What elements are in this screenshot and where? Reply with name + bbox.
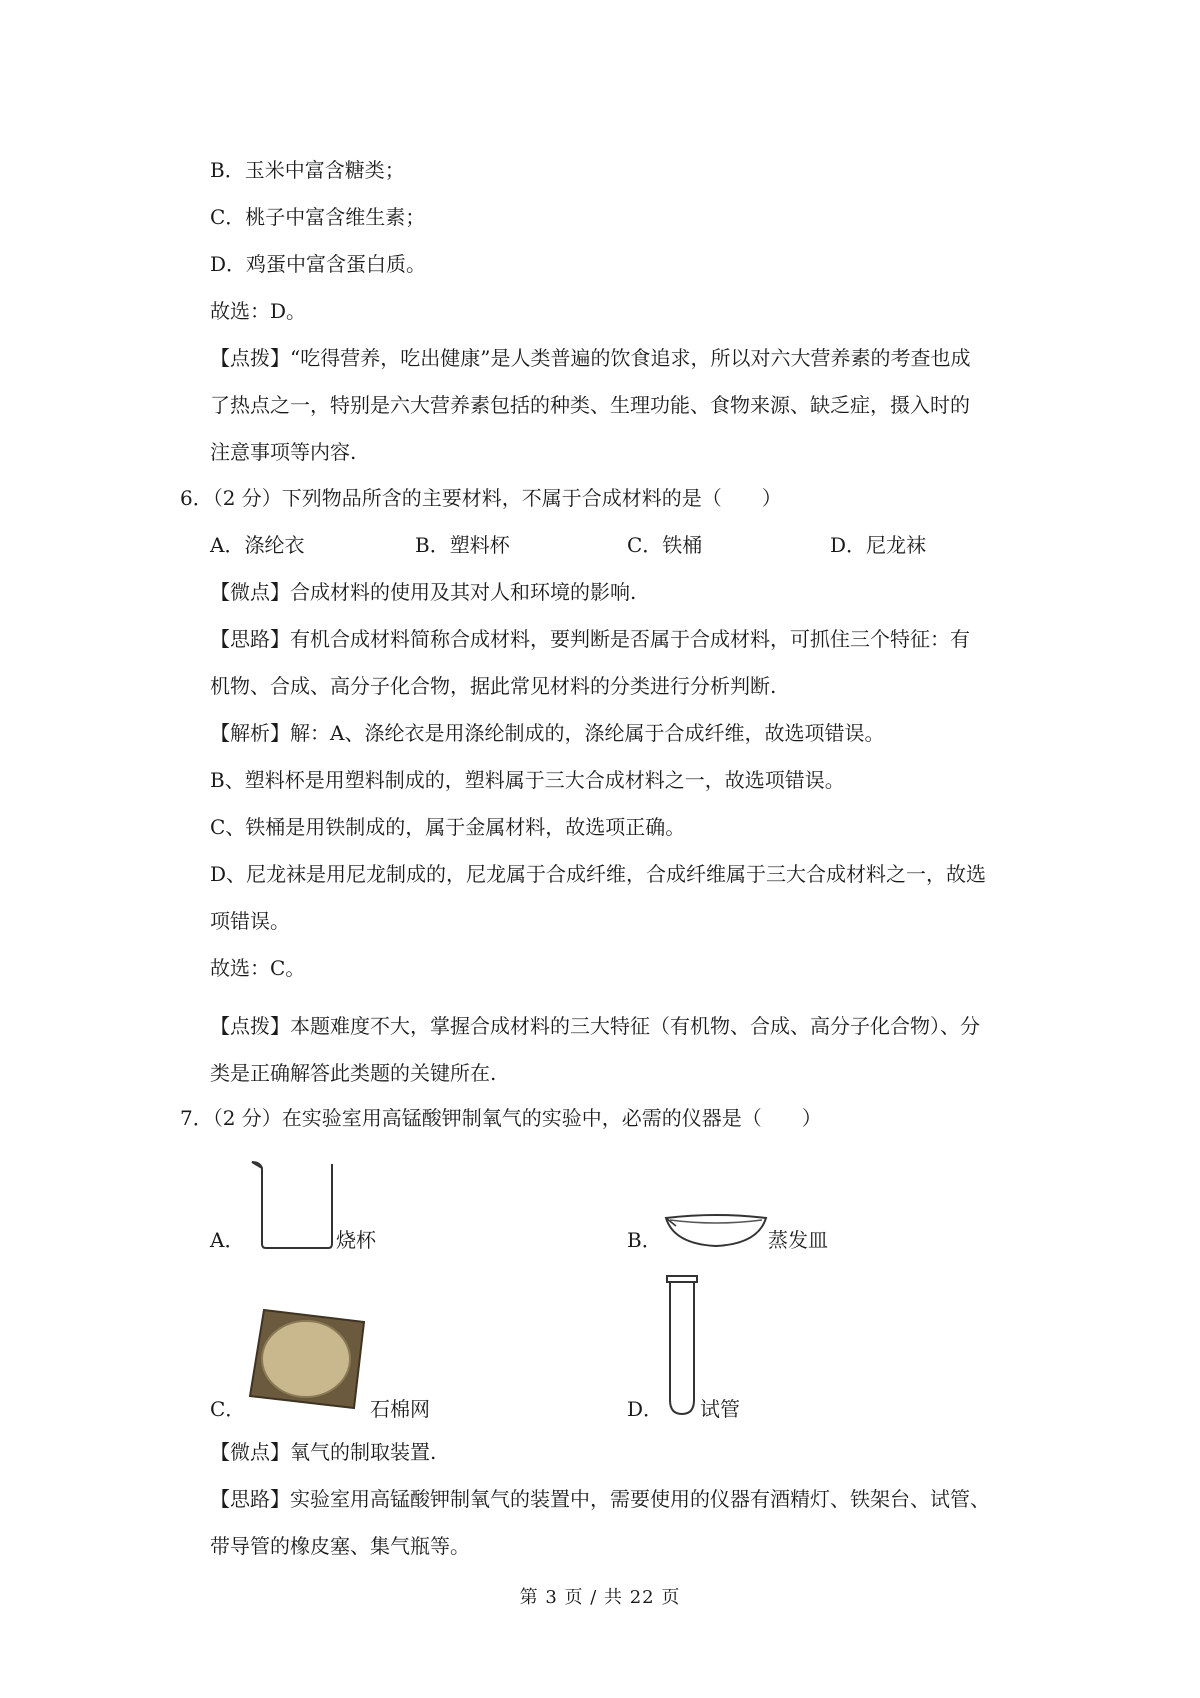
q6-tip-line-1: 【点拨】本题难度不大，掌握合成材料的三大特征（有机物、合成、高分子化合物）、分 <box>210 1014 980 1038</box>
q6-answer: 故选：C。 <box>210 956 306 980</box>
q7-idea-line-2: 带导管的橡皮塞、集气瓶等。 <box>210 1534 470 1558</box>
evaporating-dish-icon <box>662 1210 770 1252</box>
q6-option-c: C．铁桶 <box>627 533 703 557</box>
q7-option-b-letter: B． <box>627 1228 662 1252</box>
q6-option-b: B．塑料杯 <box>415 533 510 557</box>
q7-stem: 7．（2 分）在实验室用高锰酸钾制氧气的实验中，必需的仪器是（ ） <box>180 1106 822 1130</box>
q7-option-c-letter: C． <box>210 1397 246 1421</box>
q6-analysis-line-2: B、塑料杯是用塑料制成的，塑料属于三大合成材料之一，故选项错误。 <box>210 768 845 792</box>
beaker-icon <box>248 1156 338 1252</box>
q7-idea-line-1: 【思路】实验室用高锰酸钾制氧气的装置中，需要使用的仪器有酒精灯、铁架台、试管、 <box>210 1487 990 1511</box>
q6-option-d: D．尼龙袜 <box>830 533 927 557</box>
asbestos-gauze-icon <box>246 1304 370 1412</box>
page-footer: 第 3 页 / 共 22 页 <box>519 1587 681 1608</box>
q5-tip-line-1: 【点拨】“吃得营养，吃出健康”是人类普遍的饮食追求，所以对六大营养素的考查也成 <box>210 346 971 370</box>
q7-option-a-name: 烧杯 <box>336 1228 376 1252</box>
q5-option-b-explain: B．玉米中富含糖类； <box>210 158 405 182</box>
q6-stem: 6．（2 分）下列物品所含的主要材料，不属于合成材料的是（ ） <box>180 486 782 510</box>
q6-analysis-line-1: 【解析】解：A、涤纶衣是用涤纶制成的，涤纶属于合成纤维，故选项错误。 <box>210 721 885 745</box>
q6-option-a: A．涤纶衣 <box>210 533 305 557</box>
test-tube-icon <box>662 1272 702 1422</box>
q7-option-c-name: 石棉网 <box>370 1397 430 1421</box>
q7-option-b-name: 蒸发皿 <box>768 1228 828 1252</box>
q5-tip-line-2: 了热点之一，特别是六大营养素包括的种类、生理功能、食物来源、缺乏症，摄入时的 <box>210 393 970 417</box>
q7-point: 【微点】氧气的制取装置. <box>210 1440 437 1464</box>
q5-option-d-explain: D．鸡蛋中富含蛋白质。 <box>210 252 427 276</box>
q5-option-c-explain: C．桃子中富含维生素； <box>210 205 426 229</box>
q6-analysis-line-4: D、尼龙袜是用尼龙制成的，尼龙属于合成纤维，合成纤维属于三大合成材料之一，故选 <box>210 862 987 886</box>
q5-answer: 故选：D。 <box>210 299 307 323</box>
q7-option-d-name: 试管 <box>700 1397 740 1421</box>
q7-option-a-letter: A． <box>210 1228 245 1252</box>
q6-analysis-line-3: C、铁桶是用铁制成的，属于金属材料，故选项正确。 <box>210 815 686 839</box>
q6-analysis-line-5: 项错误。 <box>210 909 290 933</box>
q6-tip-line-2: 类是正确解答此类题的关键所在. <box>210 1061 497 1085</box>
q7-option-d-letter: D． <box>627 1397 664 1421</box>
q5-tip-line-3: 注意事项等内容. <box>210 440 357 464</box>
q6-idea-line-2: 机物、合成、高分子化合物，据此常见材料的分类进行分析判断. <box>210 674 777 698</box>
q6-point: 【微点】合成材料的使用及其对人和环境的影响. <box>210 580 637 604</box>
q6-idea-line-1: 【思路】有机合成材料简称合成材料，要判断是否属于合成材料，可抓住三个特征：有 <box>210 627 970 651</box>
